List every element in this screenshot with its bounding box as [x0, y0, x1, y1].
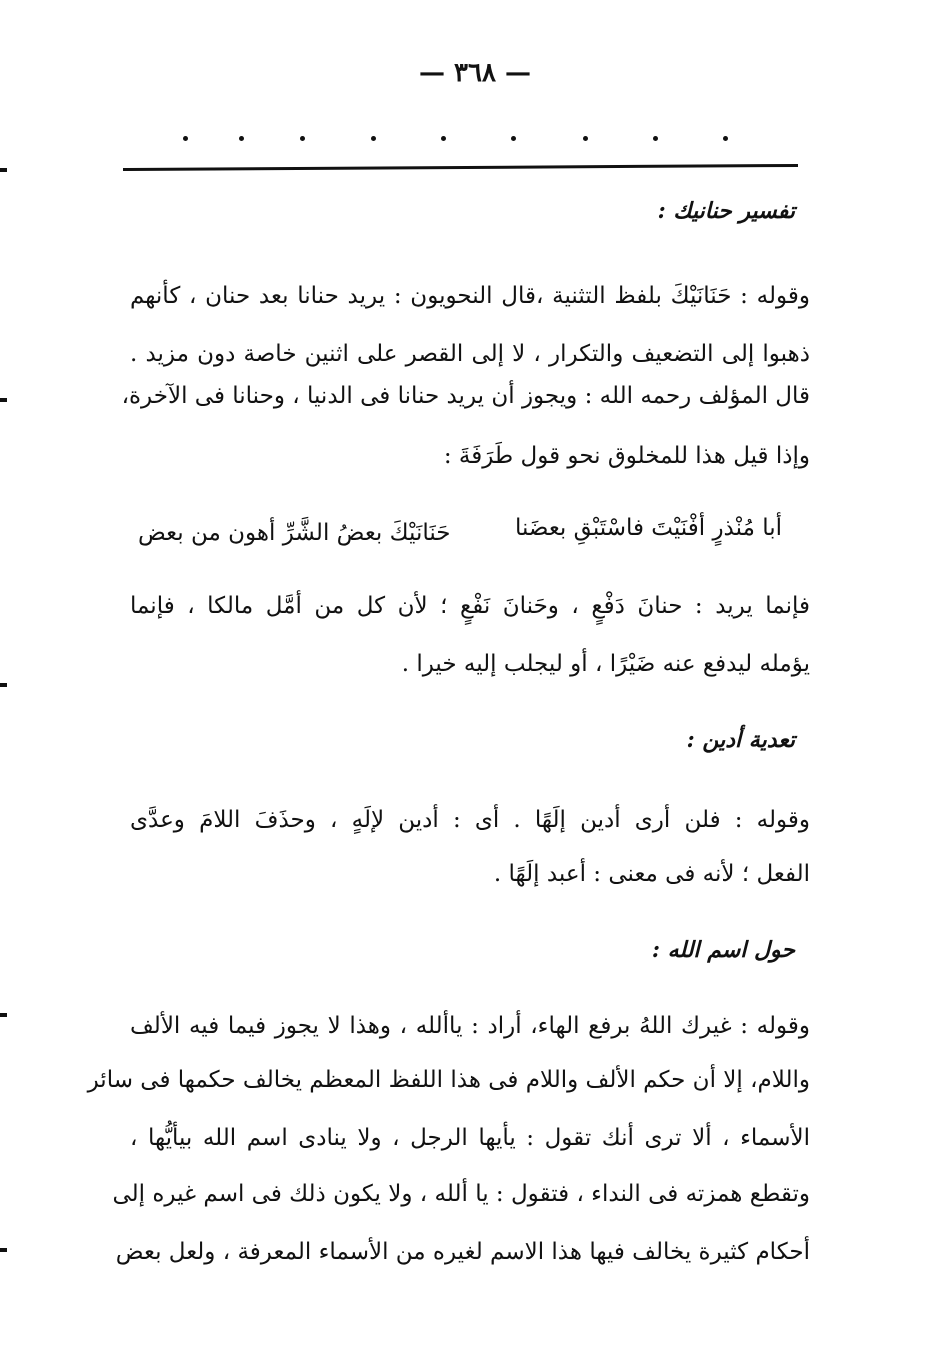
ornament-dot: [300, 136, 305, 141]
text-line: وقوله : حَنَانَيْكَ بلفظ التثنية ،قال النحويون : يريد حنانا بعد حنان ، كأنهم: [130, 283, 810, 309]
section-heading: تعدية أدين :: [686, 727, 795, 753]
text-line: قال المؤلف رحمه الله : ويجوز أن يريد حنانا فى الدنيا ، وحنانا فى الآخرة،: [121, 383, 810, 409]
text-line: وتقطع همزته فى النداء ، فتقول : يا ألله ، ولا يكون ذلك فى اسم غيره إلى: [112, 1181, 810, 1207]
ornament-dot: [371, 136, 376, 141]
ornament-dot: [183, 136, 188, 141]
margin-mark: [0, 398, 7, 402]
ornament-dots: [175, 128, 735, 148]
text-line: أحكام كثيرة يخالف فيها هذا الاسم لغيره من الأسماء المعرفة ، ولعل بعض: [115, 1239, 810, 1265]
verse-hemistich-right: أبا مُنْذرٍ أفْنَيْتَ فاسْتَبْقِ بعضَنا: [514, 515, 782, 541]
margin-mark: [0, 1013, 7, 1017]
text-line: وإذا قيل هذا للمخلوق نحو قول طَرَفَةَ :: [443, 443, 810, 469]
margin-mark: [0, 168, 7, 172]
text-line: وقوله : فلن أرى أدين إلَهًا . أى : أدين لإلَهٍ ، وحذَفَ اللامَ وعدَّى: [130, 807, 810, 833]
text-line: وقوله : غيرك اللهُ برفع الهاء، أراد : ياألله ، وهذا لا يجوز فيما فيه الألف: [130, 1013, 810, 1039]
ornament-dot: [583, 136, 588, 141]
margin-mark: [0, 683, 7, 687]
text-line: ذهبوا إلى التضعيف والتكرار ، لا إلى القصر على اثنين خاصة دون مزيد .: [130, 341, 810, 367]
ornament-dot: [511, 136, 516, 141]
section-heading: حول اسم الله :: [651, 937, 795, 963]
header-rule: [123, 164, 798, 171]
ornament-dot: [239, 136, 244, 141]
verse-hemistich-left: حَنَانَيْكَ بعضُ الشَّرِّ أهون من بعض: [138, 520, 451, 546]
page-number: — ٣٦٨ —: [418, 58, 532, 88]
margin-mark: [0, 1248, 7, 1252]
section-heading: تفسير حنانيك :: [657, 198, 795, 224]
text-line: الفعل ؛ لأنه فى معنى : أعبد إلَهًا .: [493, 861, 810, 887]
ornament-dot: [441, 136, 446, 141]
ornament-dot: [723, 136, 728, 141]
text-line: فإنما يريد : حنانَ دَفْعٍ ، وحَنانَ نَفْعٍ ؛ لأن كل من أمَّل مالكا ، فإنما: [130, 593, 810, 619]
text-line: واللام، إلا أن حكم الألف واللام فى هذا اللفظ المعظم يخالف حكمها فى سائر: [87, 1067, 810, 1093]
ornament-dot: [653, 136, 658, 141]
text-line: يؤمله ليدفع عنه ضَيْرًا ، أو ليجلب إليه خيرا .: [401, 651, 810, 677]
text-line: الأسماء ، ألا ترى أنك تقول : يأيها الرجل ، ولا ينادى اسم الله بيأيُّها ،: [130, 1125, 810, 1151]
